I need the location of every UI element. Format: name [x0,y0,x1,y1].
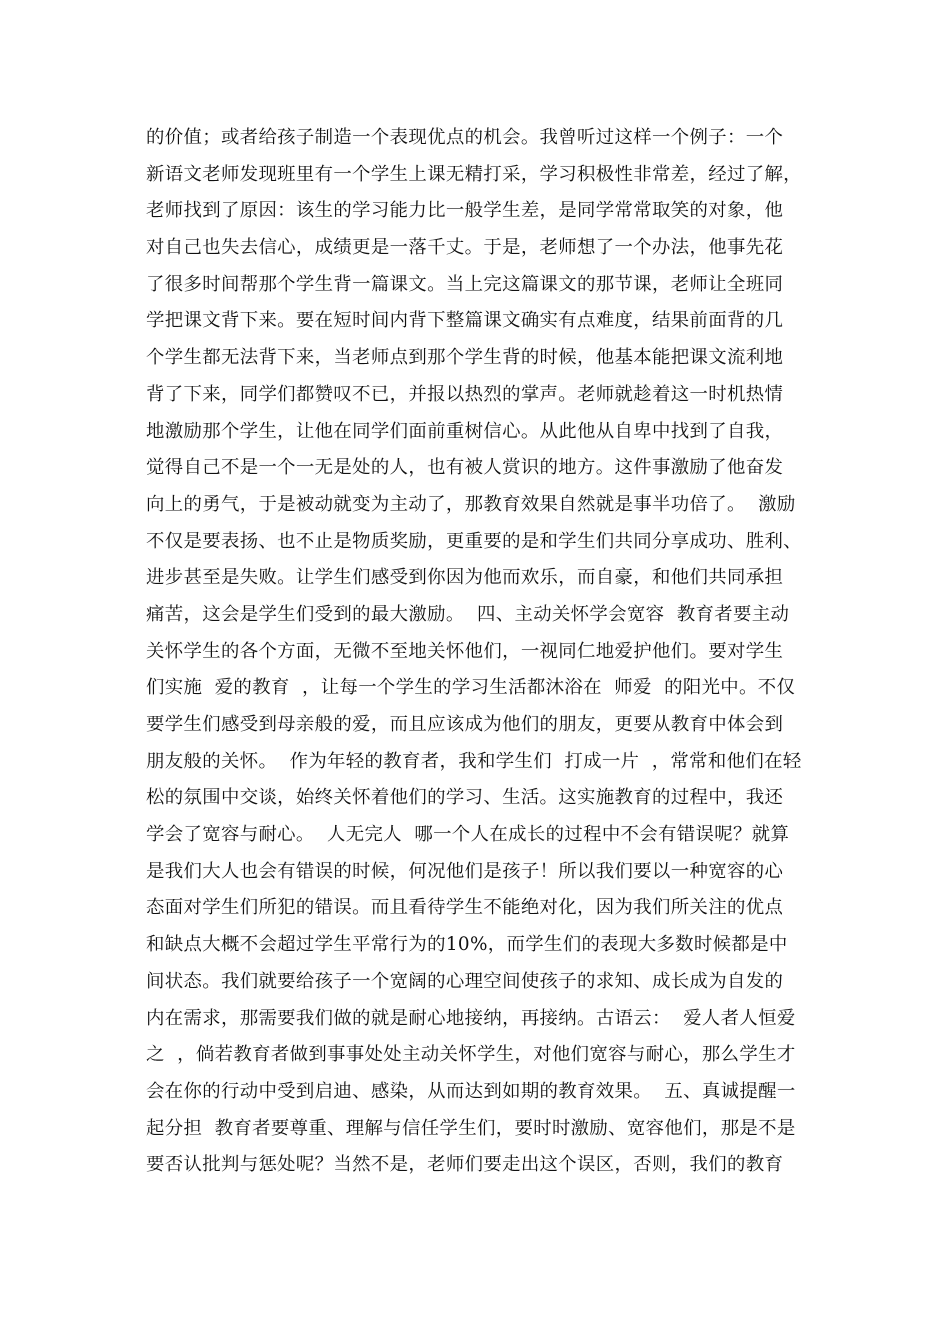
text-line: 要学生们感受到母亲般的爱，而且应该成为他们的朋友，更要从教育中体会到 [146,714,784,735]
text-line: 松的氛围中交谈，始终关怀着他们的学习、生活。这实施教育的过程中，我还 [146,787,784,809]
text-line: 和缺点大概不会超过学生平常行为的10%，而学生们的表现大多数时候都是中 [146,934,788,956]
text-line: 是我们大人也会有错误的时候，何况他们是孩子！所以我们要以一种宽容的心 [146,860,784,882]
text-line: 老师找到了原因：该生的学习能力比一般学生差，是同学常常取笑的对象，他 [146,200,784,222]
text-line: 向上的勇气，于是被动就变为主动了，那教育效果自然就是事半功倍了。 激励 [146,493,796,515]
text-line: 间状态。我们就要给孩子一个宽阔的心理空间使孩子的求知、成长成为自发的 [146,970,784,992]
text-line: 要否认批判与惩处呢？当然不是，老师们要走出这个误区，否则，我们的教育 [146,1154,784,1176]
text-line: 了很多时间帮那个学生背一篇课文。当上完这篇课文的那节课，老师让全班同 [146,273,784,295]
text-line: 会在你的行动中受到启迪、感染，从而达到如期的教育效果。 五、真诚提醒一 [146,1080,796,1102]
text-line: 个学生都无法背下来，当老师点到那个学生背的时候，他基本能把课文流利地 [146,347,784,369]
text-line: 起分担 教育者要尊重、理解与信任学生们，要时时激励、宽容他们，那是不是 [146,1117,796,1139]
text-line: 进步甚至是失败。让学生们感受到你因为他而欢乐，而自豪，和他们共同承担 [146,567,784,589]
text-line: 朋友般的关怀。 作为年轻的教育者，我和学生们 打成一片 ，常常和他们在轻 [146,750,802,772]
text-line: 学会了宽容与耐心。 人无完人 哪一个人在成长的过程中不会有错误呢？就算 [146,824,790,846]
text-line: 的价值；或者给孩子制造一个表现优点的机会。我曾听过这样一个例子：一个 [146,127,784,148]
body-text [146,120,806,1184]
text-line: 新语文老师发现班里有一个学生上课无精打采，学习积极性非常差，经过了解， [146,163,802,185]
text-line: 觉得自己不是一个一无是处的人，也有被人赏识的地方。这件事激励了他奋发 [146,457,784,479]
text-line: 关怀学生的各个方面，无微不至地关怀他们，一视同仁地爱护他们。要对学生 [146,640,784,662]
text-line: 对自己也失去信心，成绩更是一落千丈。于是，老师想了一个办法，他事先花 [146,237,784,259]
text-line: 们实施 爱的教育 ，让每一个学生的学习生活都沐浴在 师爱 的阳光中。不仅 [146,677,796,699]
text-line: 痛苦，这会是学生们受到的最大激励。 四、主动关怀学会宽容 教育者要主动 [146,603,790,625]
text-line: 地激励那个学生，让他在同学们面前重树信心。从此他从自卑中找到了自我， [146,420,784,442]
text-line: 内在需求，那需要我们做的就是耐心地接纳，再接纳。古语云： 爱人者人恒爱 [146,1007,796,1029]
text-line: 不仅是要表扬、也不止是物质奖励，更重要的是和学生们共同分享成功、胜利、 [146,530,802,552]
text-line: 学把课文背下来。要在短时间内背下整篇课文确实有点难度，结果前面背的几 [146,310,784,332]
text-line: 之 ，倘若教育者做到事事处处主动关怀学生，对他们宽容与耐心，那么学生才 [146,1044,796,1066]
text-line: 背了下来，同学们都赞叹不已，并报以热烈的掌声。老师就趁着这一时机热情 [146,383,784,405]
text-line: 态面对学生们所犯的错误。而且看待学生不能绝对化，因为我们所关注的优点 [146,897,784,919]
